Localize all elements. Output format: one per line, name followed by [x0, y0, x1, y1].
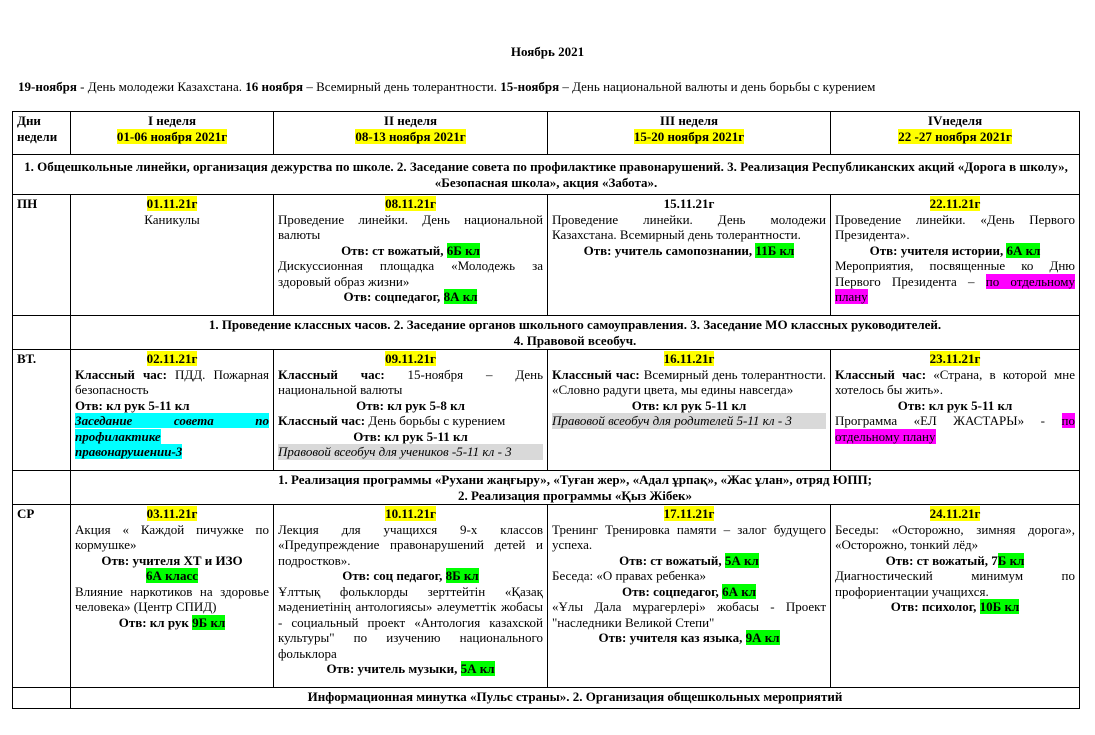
event-text: – День национальной валюты и день борьбы с курением [559, 79, 876, 94]
tuesday-banner-row [13, 316, 1080, 350]
header-week-2: II неделя 08-13 ноября 2021г [274, 112, 548, 155]
event-text: - День молодежи Казахстана. [76, 79, 246, 94]
wednesday-row [13, 505, 1080, 688]
header-week-3: III неделя 15-20 ноября 2021г [548, 112, 831, 155]
event-date: 19-ноября [18, 79, 77, 94]
header-week-1: I неделя 01-06 ноября 2021г [71, 112, 274, 155]
day-label: СР [13, 505, 71, 688]
event-text: – Всемирный день толерантности. [303, 79, 501, 94]
mon-cell-4: 22.11.21г Проведение линейки. «День Первого Президента». Отв: учителя истории, 6А кл Мероприятия, посвященные ко Дню Первого Президента – по отдельному плану [831, 195, 1080, 316]
monday-banner: 1. Общешкольные линейки, организация дежурства по школе. 2. Заседание совета по профилактике правонарушений. 3. Реализация Республиканских акций «Дорога в школу», «Безопасная школа», акция «Забота». [13, 155, 1080, 195]
mon-cell-1: 01.11.21г Каникулы [71, 195, 274, 316]
tuesday-row [13, 350, 1080, 471]
tue-cell-2: 09.11.21г Классный час: 15-ноября – День национальной валюты Отв: кл рук 5-8 кл Классный час: День борьбы с курением Отв: кл рук 5-11 кл Правовой всеобуч для учеников -5-11 кл - 3 [274, 350, 548, 471]
events-line [18, 79, 1088, 95]
tue-cell-4: 23.11.21г Классный час: «Страна, в которой мне хотелось бы жить». Отв: кл рук 5-11 кл Программа «ЕЛ ЖАСТАРЫ» - по отдельному плану [831, 350, 1080, 471]
wed-cell-2: 10.11.21г Лекция для учащихся 9-х классов «Предупреждение правонарушений детей и подростков». Отв: соц педагог, 8Б кл Ұлттық фольклорды зерттейтін «Қазақ мәдениетінің антологиясы» әлеуметтік жобасы - социальный проект «Антология казахской культуры" по изучению национального фольклора Отв: учитель музыки, 5А кл [274, 505, 548, 688]
day-label: ПН [13, 195, 71, 316]
header-week-4: IVнеделя 22 -27 ноября 2021г [831, 112, 1080, 155]
event-date: 16 ноября [245, 79, 304, 94]
page-title: Ноябрь 2021 [510, 44, 585, 59]
tue-cell-3: 16.11.21г Классный час: Всемирный день толерантности. «Словно радуги цвета, мы едины навсегда» Отв: кл рук 5-11 кл Правовой всеобуч для родителей 5-11 кл - 3 [548, 350, 831, 471]
header-days: Дни недели [13, 112, 71, 155]
monday-row [13, 195, 1080, 316]
footer-banner: Информационная минутка «Пульс страны». 2. Организация общешкольных мероприятий [71, 688, 1080, 709]
event-date: 15-ноября [500, 79, 560, 94]
footer-row [13, 688, 1080, 709]
tue-cell-1: 02.11.21г Классный час: ПДД. Пожарная безопасность Отв: кл рук 5-11 кл Заседание совета по профилактике правонарушении-3 [71, 350, 274, 471]
day-label: ВТ. [13, 350, 71, 471]
wed-cell-1: 03.11.21г Акция « Каждой пичужке по кормушке» Отв: учителя ХТ и ИЗО 6А класс Влияние наркотиков на здоровье человека» (Центр СПИД) Отв: кл рук 9Б кл [71, 505, 274, 688]
tuesday-banner: 1. Проведение классных часов. 2. Заседание органов школьного самоуправления. 3. Заседание МО классных руководителей. 4. Правовой всеобуч. [71, 316, 1080, 350]
monday-banner-row [13, 155, 1080, 195]
mon-cell-3: 15.11.21г Проведение линейки. День молодежи Казахстана. Всемирный день толерантности. Отв: учитель самопознании, 11Б кл [548, 195, 831, 316]
schedule-table [12, 111, 1080, 709]
wed-cell-4: 24.11.21г Беседы: «Осторожно, зимняя дорога», «Осторожно, тонкий лёд» Отв: ст вожатый, 7Б кл Диагностический минимум по профориентации учащихся. Отв: психолог, 10Б кл [831, 505, 1080, 688]
wednesday-banner-row [13, 471, 1080, 505]
wed-cell-3: 17.11.21г Тренинг Тренировка памяти – залог будущего успеха. Отв: ст вожатый, 5А кл Беседа: «О правах ребенка» Отв: соцпедагог, 6А кл «Ұлы Дала мұрагерлері» жобасы - Проект "наследники Великой Степи" Отв: учителя каз языка, 9А кл [548, 505, 831, 688]
mon-cell-2: 08.11.21г Проведение линейки. День национальной валюты Отв: ст вожатый, 6Б кл Дискуссионная площадка «Молодежь за здоровый образ жизни» Отв: соцпедагог, 8А кл [274, 195, 548, 316]
header-row [13, 112, 1080, 155]
wednesday-banner: 1. Реализация программы «Рухани жаңғыру», «Туған жер», «Адал ұрпақ», «Жас ұлан», отряд ЮПП; 2. Реализация программы «Қыз Жібек» [71, 471, 1080, 505]
